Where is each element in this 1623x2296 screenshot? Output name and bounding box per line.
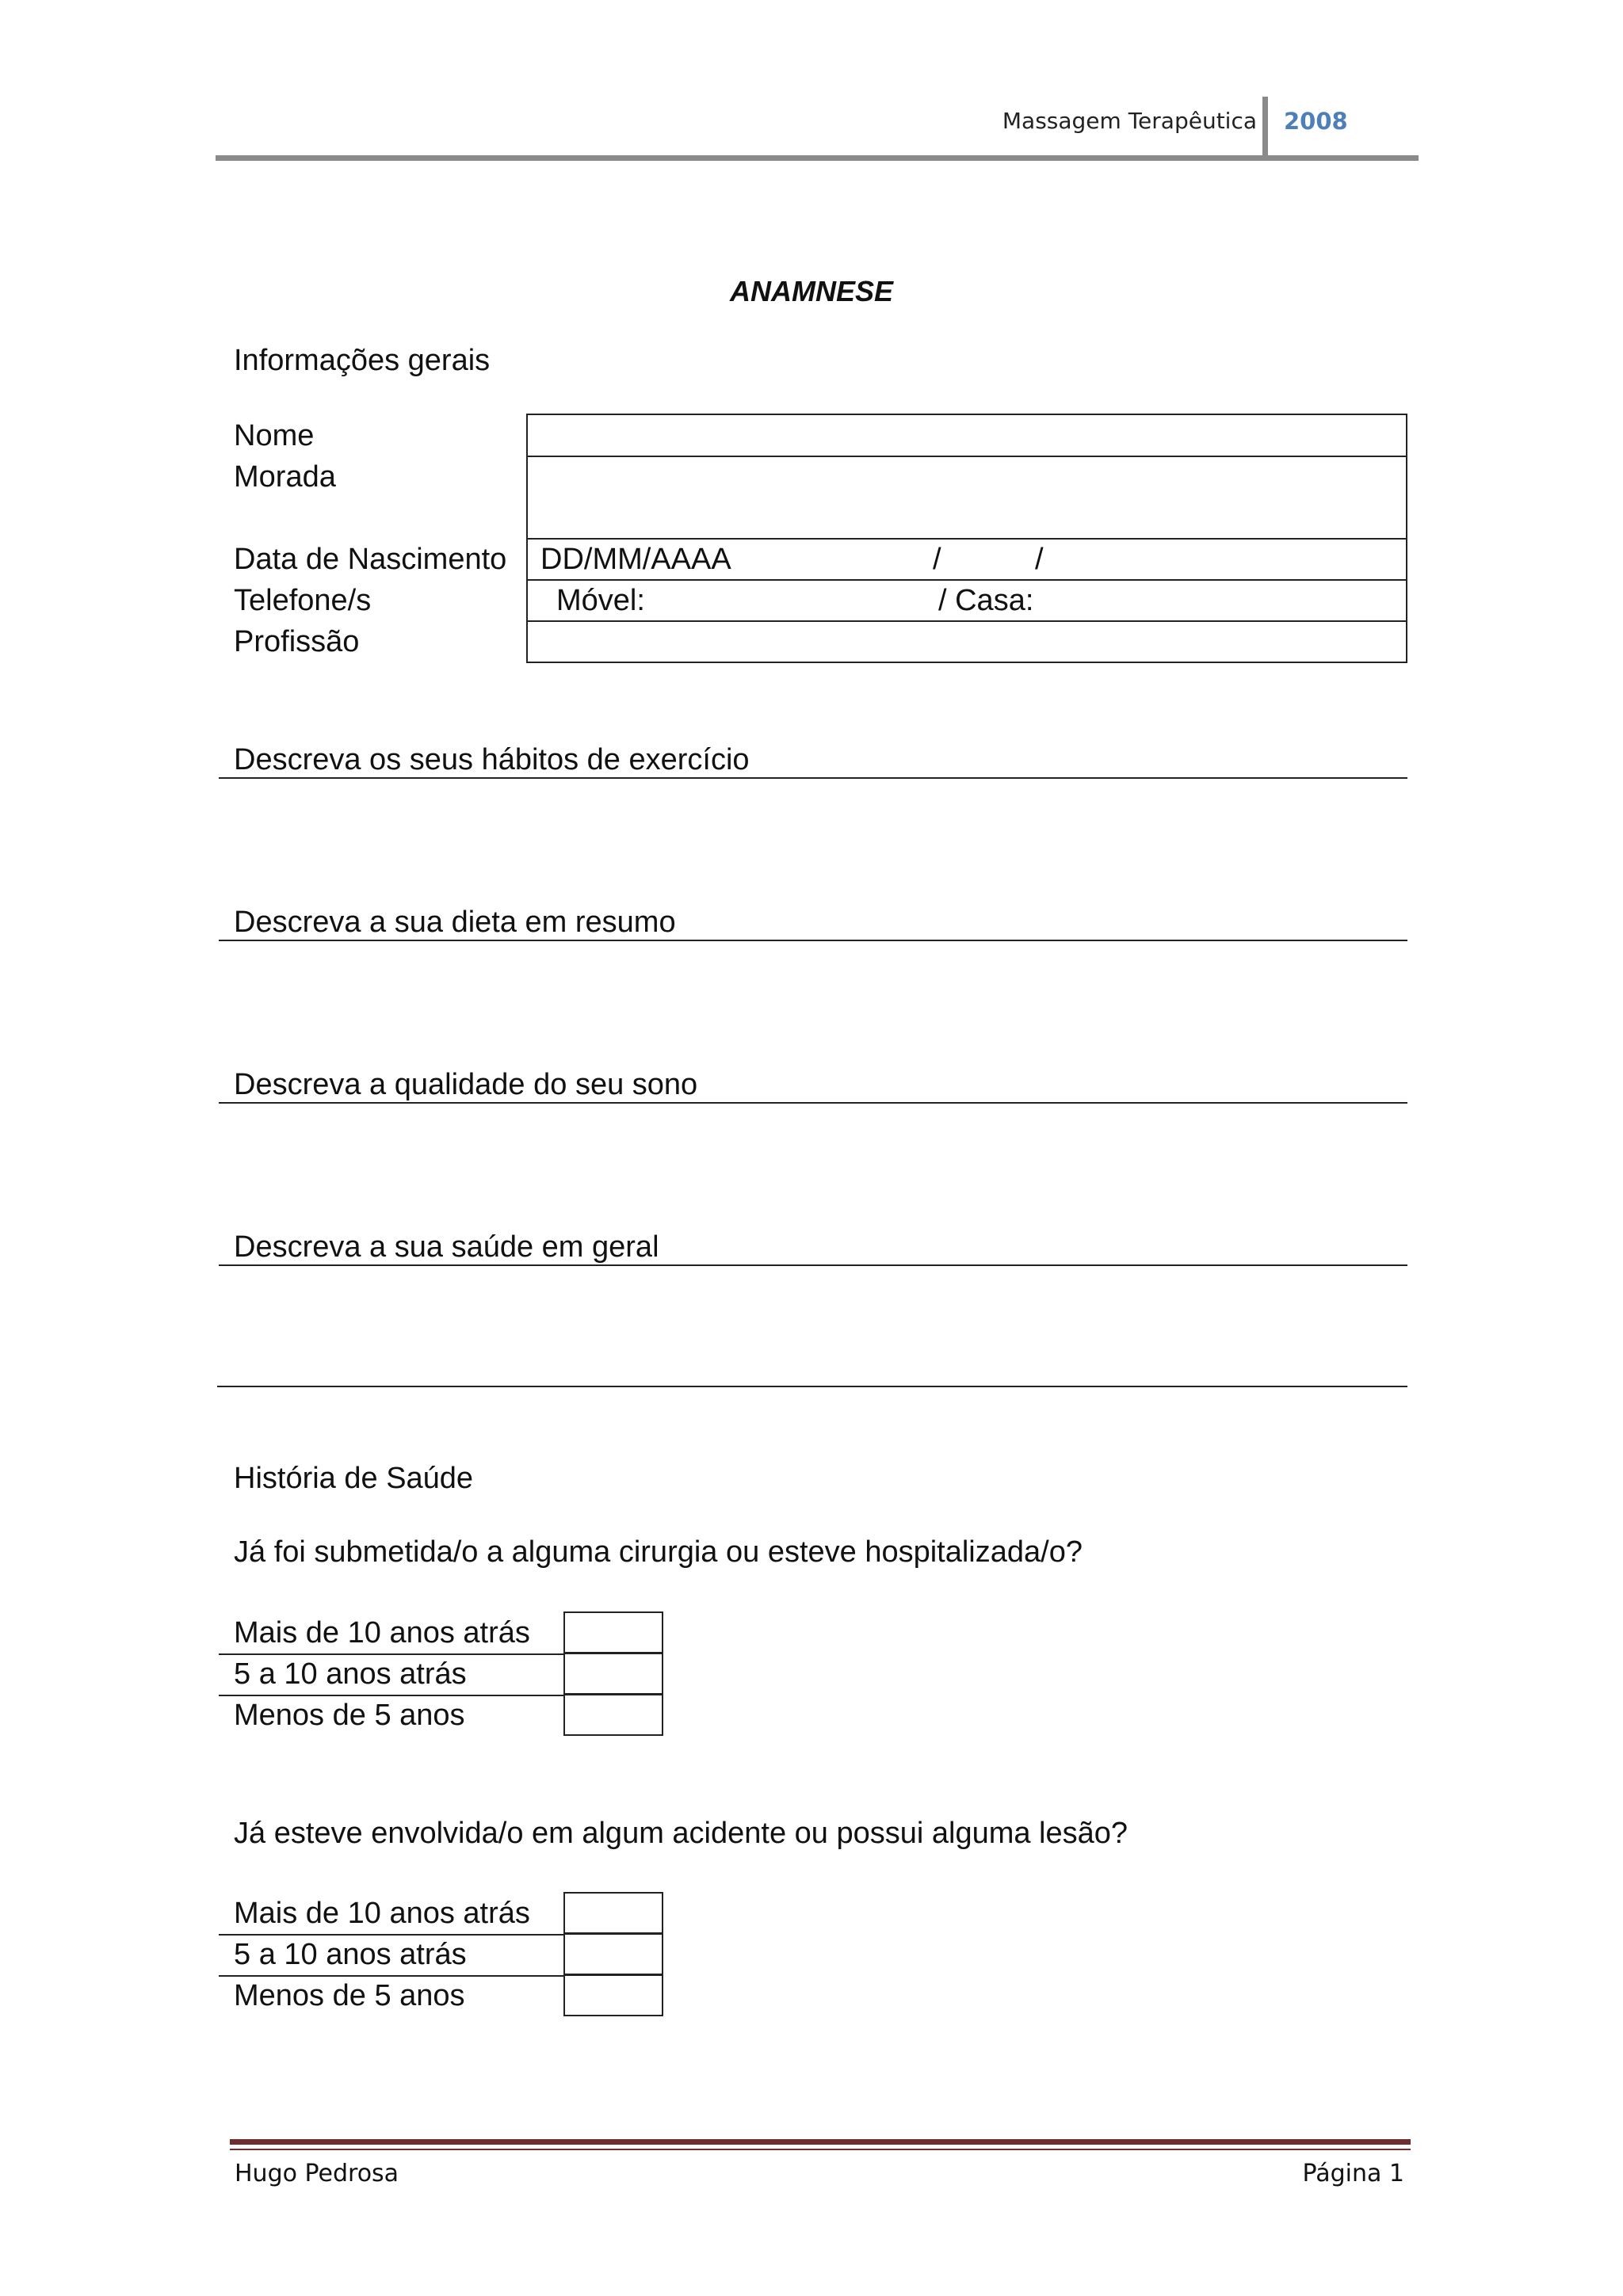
label-data-nascimento: Data de Nascimento xyxy=(234,543,507,576)
option-divider xyxy=(219,1653,564,1655)
surgery-checkbox-5to10[interactable] xyxy=(563,1653,663,1695)
description-diet: Descreva a sua dieta em resumo xyxy=(234,906,676,939)
option-divider xyxy=(219,1975,564,1977)
option-label: Mais de 10 anos atrás xyxy=(234,1897,530,1930)
footer-rule-thin xyxy=(230,2149,1411,2150)
description-exercise: Descreva os seus hábitos de exercício xyxy=(234,743,750,776)
casa-label: / Casa: xyxy=(938,584,1034,617)
footer-author: Hugo Pedrosa xyxy=(235,2160,399,2187)
date-slash-1: / xyxy=(933,543,941,576)
footer-rule xyxy=(230,2139,1411,2145)
option-divider xyxy=(219,1695,564,1696)
data-placeholder: DD/MM/AAAA xyxy=(540,543,731,576)
description-rule xyxy=(219,1264,1407,1266)
header-year: 2008 xyxy=(1284,108,1348,135)
surgery-checkbox-less5[interactable] xyxy=(563,1694,663,1736)
accident-checkbox-5to10[interactable] xyxy=(563,1933,663,1975)
section-rule xyxy=(217,1386,1407,1387)
health-section-heading: História de Saúde xyxy=(234,1462,474,1495)
accident-checkbox-10plus[interactable] xyxy=(563,1892,663,1934)
footer-page-number: Página 1 xyxy=(1302,2160,1404,2187)
description-rule xyxy=(219,777,1407,779)
header-rule xyxy=(216,155,1419,161)
description-health: Descreva a sua saúde em geral xyxy=(234,1230,659,1264)
question-accident: Já esteve envolvida/o em algum acidente ou possui alguma lesão? xyxy=(234,1817,1128,1850)
option-label: Menos de 5 anos xyxy=(234,1699,465,1732)
option-divider xyxy=(219,1934,564,1936)
document-title: ANAMNESE xyxy=(729,275,893,307)
option-label: 5 a 10 anos atrás xyxy=(234,1938,467,1971)
date-slash-2: / xyxy=(1035,543,1044,576)
profissao-field[interactable] xyxy=(526,620,1407,663)
label-profissao: Profissão xyxy=(234,625,360,658)
header-title: Massagem Terapêutica xyxy=(1002,108,1257,134)
option-label: Menos de 5 anos xyxy=(234,1979,465,2012)
general-section-heading: Informações gerais xyxy=(234,344,491,377)
accident-checkbox-less5[interactable] xyxy=(563,1974,663,2016)
option-label: 5 a 10 anos atrás xyxy=(234,1657,467,1691)
description-sleep: Descreva a qualidade do seu sono xyxy=(234,1068,698,1101)
label-morada: Morada xyxy=(234,460,336,494)
header-separator xyxy=(1262,97,1268,160)
surgery-checkbox-10plus[interactable] xyxy=(563,1611,663,1653)
description-rule xyxy=(219,940,1407,941)
label-nome: Nome xyxy=(234,419,315,452)
nome-field[interactable] xyxy=(526,414,1407,457)
label-telefone: Telefone/s xyxy=(234,584,372,617)
movel-label: Móvel: xyxy=(556,584,645,617)
description-rule xyxy=(219,1102,1407,1104)
morada-field[interactable] xyxy=(526,456,1407,540)
question-surgery: Já foi submetida/o a alguma cirurgia ou esteve hospitalizada/o? xyxy=(234,1535,1083,1569)
option-label: Mais de 10 anos atrás xyxy=(234,1616,530,1650)
